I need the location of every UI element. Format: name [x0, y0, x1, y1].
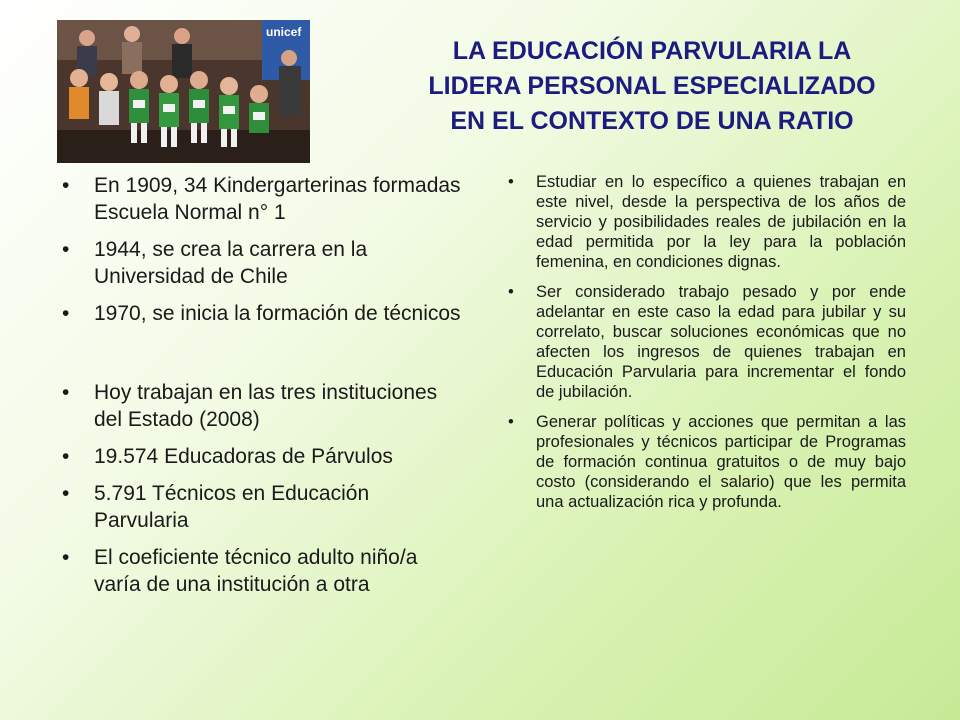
title-line-3: EN EL CONTEXTO DE UNA RATIO	[450, 107, 854, 135]
list-item: • 1944, se crea la carrera en la Universidad de Chile	[62, 236, 462, 290]
title-line-1: LA EDUCACIÓN PARVULARIA LA	[452, 37, 852, 65]
list-item: • El coeficiente técnico adulto niño/a varía de una institución a otra	[62, 544, 462, 598]
children-photo	[57, 20, 310, 163]
children-photo-illustration	[57, 20, 310, 163]
list-item: • Ser considerado trabajo pesado y por ende adelantar en este caso la edad para jubilar y su correlato, buscar soluciones económicas que no afecten los ingresos de quienes trabajan en Educación Parvularia para incrementar el fondo de jubilación.	[506, 282, 906, 402]
list-item: • Estudiar en lo específico a quienes trabajan en este nivel, desde la perspectiva de los años de servicio y posibilidades reales de jubilación en la edad permitida por la ley para la población femenina, en condiciones dignas.	[506, 172, 906, 272]
page-title	[372, 34, 932, 139]
list-item: • 19.574 Educadoras de Párvulos	[62, 443, 462, 470]
list-item: • 5.791 Técnicos en Educación Parvularia	[62, 480, 462, 534]
unicef-banner-text: unicef	[266, 25, 302, 39]
list-item: • En 1909, 34 Kindergarterinas formadas Escuela Normal n° 1	[62, 172, 462, 226]
statistics-list	[62, 172, 462, 608]
list-item: • 1970, se inicia la formación de técnicos	[62, 300, 462, 327]
list-item: • Generar políticas y acciones que permitan a las profesionales y técnicos participar de Programas de formación continua gratuitos o de muy bajo costo (considerando el salario) que les permita una actualización rica y profunda.	[506, 412, 906, 512]
title-line-2: LIDERA PERSONAL ESPECIALIZADO	[428, 72, 876, 100]
proposals-list	[506, 172, 906, 522]
list-item: • Hoy trabajan en las tres instituciones del Estado (2008)	[62, 379, 462, 433]
